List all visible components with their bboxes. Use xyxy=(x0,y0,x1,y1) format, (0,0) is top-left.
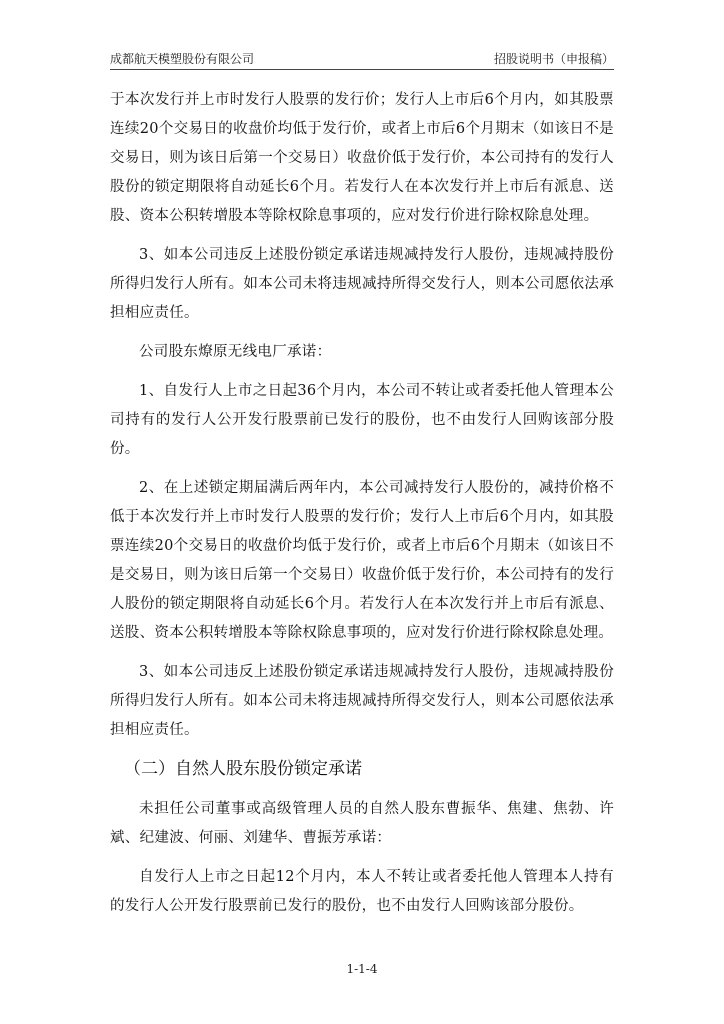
page-header xyxy=(110,50,614,70)
paragraph-item-3a: 3、如本公司违反上述股份锁定承诺违规减持发行人股份，违规减持股份所得归发行人所有。如本公司未将违规减持所得交发行人，则本公司愿依法承担相应责任。 xyxy=(110,247,614,321)
paragraph-item-2: 2、在上述锁定期届满后两年内，本公司减持发行人股份的，减持价格不低于本次发行并上市时发行人股票的发行价；发行人上市后6个月内，如其股票连续20个交易日的收盘价均低于发行价，或者上市后6个月期末（如该日不是交易日，则为该日后第一个交易日）收盘价低于发行价，本公司持有的发行人股份的锁定期限将自动延长6个月。若发行人在本次发行并上市后有派息、送股、资本公积转增股本等除权除息事项的，应对发行价进行除权除息处理。 xyxy=(110,480,614,641)
header-divider xyxy=(110,69,614,70)
paragraph-item-1: 1、自发行人上市之日起36个月内，本公司不转让或者委托他人管理本公司持有的发行人公开发行股票前已发行的股份，也不由发行人回购该部分股份。 xyxy=(110,383,614,457)
section-heading: （二）自然人股东股份锁定承诺 xyxy=(124,759,362,779)
header-company-name: 成都航天模塑股份有限公司 xyxy=(110,52,255,66)
paragraph-continuation: 于本次发行并上市时发行人股票的发行价；发行人上市后6个月内，如其股票连续20个交易日的收盘价均低于发行价，或者上市后6个月期末（如该日不是交易日，则为该日后第一个交易日）收盘价低于发行价，本公司持有的发行人股份的锁定期限将自动延长6个月。若发行人在本次发行并上市后有派息、送股、资本公积转增股本等除权除息事项的，应对发行价进行除权除息处理。 xyxy=(110,92,614,224)
paragraph-natural-person-intro: 未担任公司董事或高级管理人员的自然人股东曹振华、焦建、焦勃、许斌、纪建波、何丽、刘建华、曹振芳承诺： xyxy=(110,801,614,846)
paragraph-shareholder-intro: 公司股东燎原无线电厂承诺： xyxy=(139,344,332,360)
header-document-type: 招股说明书（申报稿） xyxy=(493,52,614,66)
page-body xyxy=(110,86,614,921)
paragraph-item-3b: 3、如本公司违反上述股份锁定承诺违规减持发行人股份，违规减持股份所得归发行人所有。如本公司未将违规减持所得交发行人，则本公司愿依法承担相应责任。 xyxy=(110,664,614,738)
paragraph-natural-person-commitment: 自发行人上市之日起12个月内，本人不转让或者委托他人管理本人持有的发行人公开发行股票前已发行的股份，也不由发行人回购该部分股份。 xyxy=(110,869,614,914)
page-number: 1-1-4 xyxy=(346,962,378,976)
